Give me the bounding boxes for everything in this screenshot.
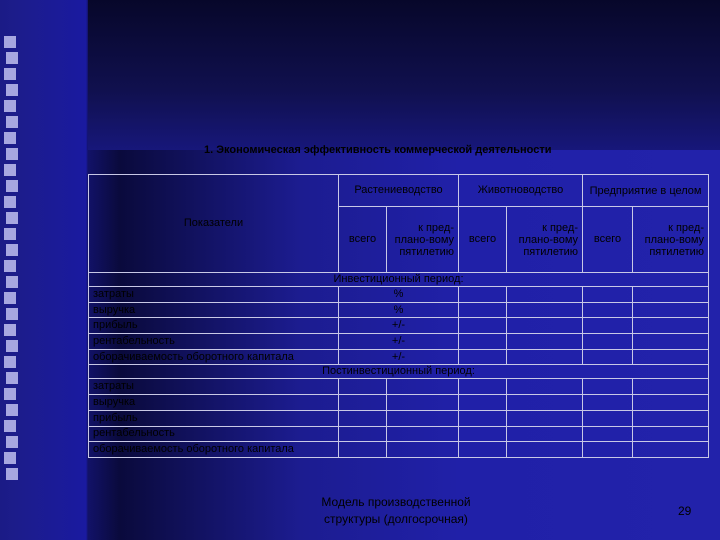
strip-square <box>4 68 16 80</box>
strip-square <box>4 452 16 464</box>
subheader-all: всего <box>339 207 387 273</box>
subheader-plan: к пред-плано-вому пятилетию <box>633 207 709 273</box>
strip-square <box>4 36 16 48</box>
strip-square <box>6 308 18 320</box>
subheader-plan: к пред-плано-вому пятилетию <box>507 207 583 273</box>
strip-square <box>6 212 18 224</box>
strip-square <box>6 148 18 160</box>
strip-square <box>6 404 18 416</box>
row-unit: % <box>339 302 459 318</box>
row-label: рентабельность <box>89 334 339 350</box>
footer-line-1: Модель производственной <box>321 495 471 509</box>
strip-square <box>6 436 18 448</box>
strip-square <box>6 52 18 64</box>
subheader-all: всего <box>459 207 507 273</box>
strip-square <box>6 468 18 480</box>
row-label: затраты <box>89 379 339 395</box>
indicators-header: Показатели <box>89 175 339 273</box>
footer-caption <box>306 494 486 528</box>
page-number: 29 <box>678 504 692 518</box>
strip-square <box>4 164 16 176</box>
group-header-livestock: Животноводство <box>459 175 583 207</box>
subheader-plan: к пред-плано-вому пятилетию <box>387 207 459 273</box>
group-header-crops: Растениеводство <box>339 175 459 207</box>
strip-square <box>4 260 16 272</box>
row-unit: +/- <box>339 318 459 334</box>
row-label: выручка <box>89 302 339 318</box>
strip-square <box>4 388 16 400</box>
header-dark-panel <box>88 0 720 150</box>
strip-square <box>6 116 18 128</box>
strip-square <box>6 244 18 256</box>
row-label: прибыль <box>89 318 339 334</box>
row-label: прибыль <box>89 410 339 426</box>
footer-line-2: структуры (долгосрочная) <box>324 512 468 526</box>
table-row <box>89 426 709 442</box>
strip-square <box>4 228 16 240</box>
row-label: оборачиваемость оборотного капитала <box>89 442 339 458</box>
row-unit: % <box>339 287 459 303</box>
row-label: затраты <box>89 287 339 303</box>
table-row <box>89 379 709 395</box>
strip-square <box>6 372 18 384</box>
row-label: выручка <box>89 395 339 411</box>
row-unit: +/- <box>339 349 459 365</box>
efficiency-table <box>88 174 709 458</box>
table-row <box>89 395 709 411</box>
strip-square <box>4 292 16 304</box>
strip-square <box>6 340 18 352</box>
subheader-all: всего <box>583 207 633 273</box>
table-row <box>89 410 709 426</box>
group-header-enterprise: Предприятие в целом <box>583 175 709 207</box>
table-row <box>89 287 709 303</box>
strip-square <box>6 180 18 192</box>
strip-square <box>4 196 16 208</box>
strip-square <box>6 84 18 96</box>
table-row <box>89 349 709 365</box>
table-row <box>89 442 709 458</box>
section-title: Инвестиционный период: <box>89 273 709 287</box>
row-unit: +/- <box>339 334 459 350</box>
left-decorative-strip <box>0 0 24 540</box>
section-title: Постинвестиционный период: <box>89 365 709 379</box>
page-title: 1. Экономическая эффективность коммерческой деятельности <box>204 144 552 156</box>
row-label: рентабельность <box>89 426 339 442</box>
strip-square <box>4 356 16 368</box>
strip-square <box>6 276 18 288</box>
table-row <box>89 334 709 350</box>
strip-square <box>4 324 16 336</box>
table-row <box>89 318 709 334</box>
row-label: оборачиваемость оборотного капитала <box>89 349 339 365</box>
strip-square <box>4 420 16 432</box>
strip-square <box>4 100 16 112</box>
strip-square <box>4 132 16 144</box>
table-row <box>89 302 709 318</box>
